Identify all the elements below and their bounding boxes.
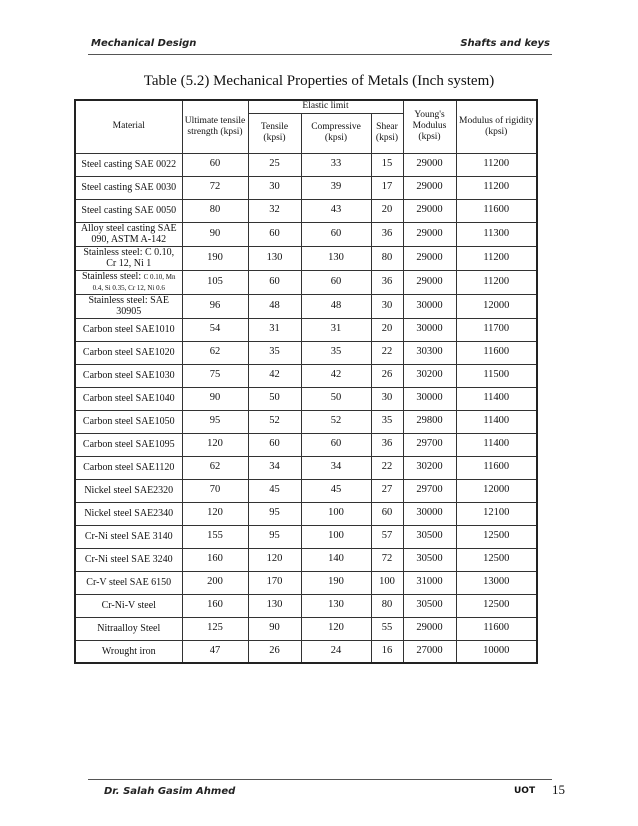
cell-material xyxy=(75,571,182,594)
table-row xyxy=(75,387,537,410)
cell-tensile: 52 xyxy=(248,410,301,433)
cell-tensile: 34 xyxy=(248,456,301,479)
cell-youngs: 29000 xyxy=(403,222,456,246)
cell-rigidity: 13000 xyxy=(456,571,537,594)
material-name: Cr-V steel SAE 6150 xyxy=(86,576,172,588)
material-composition-note: C 0.10, Mn 0.4, Si 0.35, Cr 12, Ni 0.6 xyxy=(92,272,176,292)
cell-material xyxy=(75,341,182,364)
cell-material xyxy=(75,387,182,410)
cell-shear: 72 xyxy=(371,548,403,571)
cell-ultimate: 160 xyxy=(182,548,248,571)
table-row xyxy=(75,479,537,502)
cell-youngs: 30500 xyxy=(403,594,456,617)
cell-ultimate: 96 xyxy=(182,294,248,318)
cell-shear: 60 xyxy=(371,502,403,525)
cell-compressive: 100 xyxy=(301,525,371,548)
table-row xyxy=(75,153,537,176)
material-name: Carbon steel SAE1040 xyxy=(82,392,175,404)
material-name: Carbon steel SAE1030 xyxy=(82,369,175,381)
material-name: Stainless steel: xyxy=(81,270,142,282)
material-name: Nitraalloy Steel xyxy=(97,622,161,634)
footer-author: Dr. Salah Gasim Ahmed xyxy=(104,786,236,797)
cell-compressive: 52 xyxy=(301,410,371,433)
cell-tensile: 90 xyxy=(248,617,301,640)
table-row xyxy=(75,318,537,341)
cell-material xyxy=(75,617,182,640)
material-name: Cr-Ni-V steel xyxy=(101,599,156,611)
cell-tensile: 60 xyxy=(248,433,301,456)
material-name: Carbon steel SAE1050 xyxy=(82,415,175,427)
cell-shear: 80 xyxy=(371,594,403,617)
material-name: Alloy steel casting SAE 090, ASTM A-142 xyxy=(80,222,177,245)
cell-rigidity: 11200 xyxy=(456,153,537,176)
cell-ultimate: 47 xyxy=(182,640,248,663)
cell-shear: 26 xyxy=(371,364,403,387)
material-name: Wrought iron xyxy=(101,645,156,657)
cell-shear: 100 xyxy=(371,571,403,594)
cell-ultimate: 62 xyxy=(182,456,248,479)
cell-youngs: 30000 xyxy=(403,294,456,318)
cell-rigidity: 10000 xyxy=(456,640,537,663)
page-number: 15 xyxy=(552,782,565,797)
cell-youngs: 30000 xyxy=(403,502,456,525)
cell-shear: 30 xyxy=(371,387,403,410)
cell-compressive: 39 xyxy=(301,176,371,199)
cell-compressive: 120 xyxy=(301,617,371,640)
cell-compressive: 31 xyxy=(301,318,371,341)
cell-tensile: 60 xyxy=(248,270,301,294)
cell-shear: 17 xyxy=(371,176,403,199)
cell-rigidity: 11600 xyxy=(456,617,537,640)
table-row xyxy=(75,502,537,525)
cell-material xyxy=(75,640,182,663)
cell-ultimate: 190 xyxy=(182,246,248,270)
col-tensile-header: Tensile (kpsi) xyxy=(248,113,301,153)
footer-institution: UOT xyxy=(514,786,536,796)
table-row xyxy=(75,617,537,640)
table-row xyxy=(75,548,537,571)
table-row xyxy=(75,594,537,617)
material-name: Nickel steel SAE2340 xyxy=(84,507,174,519)
material-name: Cr-Ni steel SAE 3240 xyxy=(84,553,173,565)
cell-shear: 36 xyxy=(371,433,403,456)
table-row xyxy=(75,270,537,294)
table-row xyxy=(75,294,537,318)
cell-youngs: 27000 xyxy=(403,640,456,663)
cell-rigidity: 11600 xyxy=(456,199,537,222)
cell-ultimate: 54 xyxy=(182,318,248,341)
cell-youngs: 31000 xyxy=(403,571,456,594)
cell-ultimate: 95 xyxy=(182,410,248,433)
table-row xyxy=(75,410,537,433)
cell-tensile: 30 xyxy=(248,176,301,199)
table-body xyxy=(75,153,537,663)
cell-rigidity: 11600 xyxy=(456,341,537,364)
cell-youngs: 30200 xyxy=(403,456,456,479)
cell-youngs: 29700 xyxy=(403,433,456,456)
cell-tensile: 130 xyxy=(248,594,301,617)
table-row xyxy=(75,364,537,387)
cell-shear: 16 xyxy=(371,640,403,663)
cell-shear: 57 xyxy=(371,525,403,548)
col-shear-header: Shear (kpsi) xyxy=(371,113,403,153)
cell-material xyxy=(75,176,182,199)
material-name: Stainless steel: C 0.10, Cr 12, Ni 1 xyxy=(83,246,175,269)
cell-youngs: 29800 xyxy=(403,410,456,433)
material-name: Stainless steel: SAE 30905 xyxy=(88,294,170,317)
col-rigidity-header: Modulus of rigidity (kpsi) xyxy=(456,100,537,153)
cell-rigidity: 12500 xyxy=(456,525,537,548)
cell-compressive: 43 xyxy=(301,199,371,222)
cell-tensile: 95 xyxy=(248,525,301,548)
cell-material xyxy=(75,294,182,318)
cell-ultimate: 80 xyxy=(182,199,248,222)
properties-table xyxy=(74,99,538,664)
cell-youngs: 29000 xyxy=(403,270,456,294)
cell-material xyxy=(75,199,182,222)
cell-compressive: 33 xyxy=(301,153,371,176)
cell-youngs: 29000 xyxy=(403,176,456,199)
cell-ultimate: 125 xyxy=(182,617,248,640)
cell-shear: 20 xyxy=(371,318,403,341)
cell-compressive: 24 xyxy=(301,640,371,663)
material-name: Cr-Ni steel SAE 3140 xyxy=(84,530,173,542)
cell-rigidity: 11400 xyxy=(456,387,537,410)
cell-rigidity: 11200 xyxy=(456,270,537,294)
cell-material xyxy=(75,548,182,571)
cell-ultimate: 75 xyxy=(182,364,248,387)
table-row xyxy=(75,222,537,246)
col-ultimate-header: Ultimate tensile strength (kpsi) xyxy=(182,100,248,153)
cell-tensile: 26 xyxy=(248,640,301,663)
cell-shear: 22 xyxy=(371,341,403,364)
cell-rigidity: 12000 xyxy=(456,479,537,502)
table-row xyxy=(75,341,537,364)
cell-shear: 55 xyxy=(371,617,403,640)
cell-tensile: 32 xyxy=(248,199,301,222)
cell-shear: 22 xyxy=(371,456,403,479)
cell-ultimate: 120 xyxy=(182,433,248,456)
cell-rigidity: 11200 xyxy=(456,246,537,270)
cell-ultimate: 72 xyxy=(182,176,248,199)
cell-tensile: 35 xyxy=(248,341,301,364)
cell-compressive: 48 xyxy=(301,294,371,318)
cell-shear: 35 xyxy=(371,410,403,433)
cell-compressive: 50 xyxy=(301,387,371,410)
cell-material xyxy=(75,479,182,502)
cell-compressive: 35 xyxy=(301,341,371,364)
cell-rigidity: 12500 xyxy=(456,548,537,571)
cell-compressive: 60 xyxy=(301,433,371,456)
cell-rigidity: 11500 xyxy=(456,364,537,387)
table-row xyxy=(75,571,537,594)
cell-material xyxy=(75,456,182,479)
col-youngs-header: Young's Modulus (kpsi) xyxy=(403,100,456,153)
cell-rigidity: 11400 xyxy=(456,433,537,456)
cell-material xyxy=(75,502,182,525)
cell-tensile: 60 xyxy=(248,222,301,246)
cell-compressive: 190 xyxy=(301,571,371,594)
cell-shear: 15 xyxy=(371,153,403,176)
cell-material xyxy=(75,525,182,548)
cell-ultimate: 70 xyxy=(182,479,248,502)
cell-ultimate: 90 xyxy=(182,222,248,246)
cell-compressive: 45 xyxy=(301,479,371,502)
col-material-header: Material xyxy=(75,100,182,153)
material-name: Carbon steel SAE1120 xyxy=(83,461,175,473)
material-name: Carbon steel SAE1010 xyxy=(82,323,175,335)
cell-material xyxy=(75,270,182,294)
cell-ultimate: 120 xyxy=(182,502,248,525)
cell-shear: 20 xyxy=(371,199,403,222)
cell-compressive: 60 xyxy=(301,270,371,294)
cell-compressive: 130 xyxy=(301,594,371,617)
cell-material xyxy=(75,222,182,246)
cell-tensile: 48 xyxy=(248,294,301,318)
cell-compressive: 140 xyxy=(301,548,371,571)
cell-ultimate: 90 xyxy=(182,387,248,410)
cell-youngs: 30000 xyxy=(403,387,456,410)
cell-youngs: 29700 xyxy=(403,479,456,502)
table-row xyxy=(75,456,537,479)
cell-rigidity: 12000 xyxy=(456,294,537,318)
table-row xyxy=(75,246,537,270)
cell-youngs: 30000 xyxy=(403,318,456,341)
material-name: Steel casting SAE 0030 xyxy=(81,181,177,193)
material-name: Carbon steel SAE1095 xyxy=(82,438,175,450)
cell-youngs: 29000 xyxy=(403,199,456,222)
cell-tensile: 25 xyxy=(248,153,301,176)
table-title: Table (5.2) Mechanical Properties of Metals (Inch system) xyxy=(143,73,495,89)
cell-compressive: 42 xyxy=(301,364,371,387)
col-elastic-limit-header: Elastic limit xyxy=(248,100,403,113)
cell-tensile: 130 xyxy=(248,246,301,270)
cell-material xyxy=(75,433,182,456)
cell-ultimate: 200 xyxy=(182,571,248,594)
cell-youngs: 30200 xyxy=(403,364,456,387)
cell-shear: 36 xyxy=(371,222,403,246)
cell-material xyxy=(75,153,182,176)
cell-material xyxy=(75,594,182,617)
material-name: Carbon steel SAE1020 xyxy=(82,346,175,358)
cell-shear: 27 xyxy=(371,479,403,502)
cell-material xyxy=(75,410,182,433)
cell-rigidity: 11400 xyxy=(456,410,537,433)
cell-youngs: 29000 xyxy=(403,617,456,640)
cell-tensile: 170 xyxy=(248,571,301,594)
cell-youngs: 29000 xyxy=(403,246,456,270)
cell-ultimate: 155 xyxy=(182,525,248,548)
material-name: Nickel steel SAE2320 xyxy=(84,484,174,496)
col-compressive-header: Compressive (kpsi) xyxy=(301,113,371,153)
footer-rule xyxy=(88,779,552,780)
cell-compressive: 130 xyxy=(301,246,371,270)
cell-tensile: 95 xyxy=(248,502,301,525)
cell-rigidity: 11600 xyxy=(456,456,537,479)
cell-youngs: 30300 xyxy=(403,341,456,364)
table-row xyxy=(75,640,537,663)
material-name: Steel casting SAE 0050 xyxy=(81,204,177,216)
cell-tensile: 31 xyxy=(248,318,301,341)
table-row xyxy=(75,433,537,456)
cell-ultimate: 60 xyxy=(182,153,248,176)
cell-material xyxy=(75,364,182,387)
cell-youngs: 29000 xyxy=(403,153,456,176)
cell-tensile: 45 xyxy=(248,479,301,502)
cell-rigidity: 11200 xyxy=(456,176,537,199)
cell-material xyxy=(75,246,182,270)
cell-shear: 36 xyxy=(371,270,403,294)
table-row xyxy=(75,199,537,222)
cell-ultimate: 62 xyxy=(182,341,248,364)
cell-tensile: 120 xyxy=(248,548,301,571)
cell-shear: 30 xyxy=(371,294,403,318)
cell-compressive: 100 xyxy=(301,502,371,525)
header-right-text: Shafts and keys xyxy=(460,38,550,49)
cell-youngs: 30500 xyxy=(403,525,456,548)
cell-tensile: 50 xyxy=(248,387,301,410)
cell-rigidity: 11700 xyxy=(456,318,537,341)
cell-ultimate: 105 xyxy=(182,270,248,294)
header-left-text: Mechanical Design xyxy=(91,38,197,49)
table-row xyxy=(75,525,537,548)
cell-rigidity: 12500 xyxy=(456,594,537,617)
material-name: Steel casting SAE 0022 xyxy=(81,158,177,170)
cell-compressive: 60 xyxy=(301,222,371,246)
cell-shear: 80 xyxy=(371,246,403,270)
header-rule xyxy=(88,54,552,55)
cell-youngs: 30500 xyxy=(403,548,456,571)
cell-rigidity: 12100 xyxy=(456,502,537,525)
cell-compressive: 34 xyxy=(301,456,371,479)
cell-material xyxy=(75,318,182,341)
table-row xyxy=(75,176,537,199)
cell-rigidity: 11300 xyxy=(456,222,537,246)
cell-ultimate: 160 xyxy=(182,594,248,617)
cell-tensile: 42 xyxy=(248,364,301,387)
